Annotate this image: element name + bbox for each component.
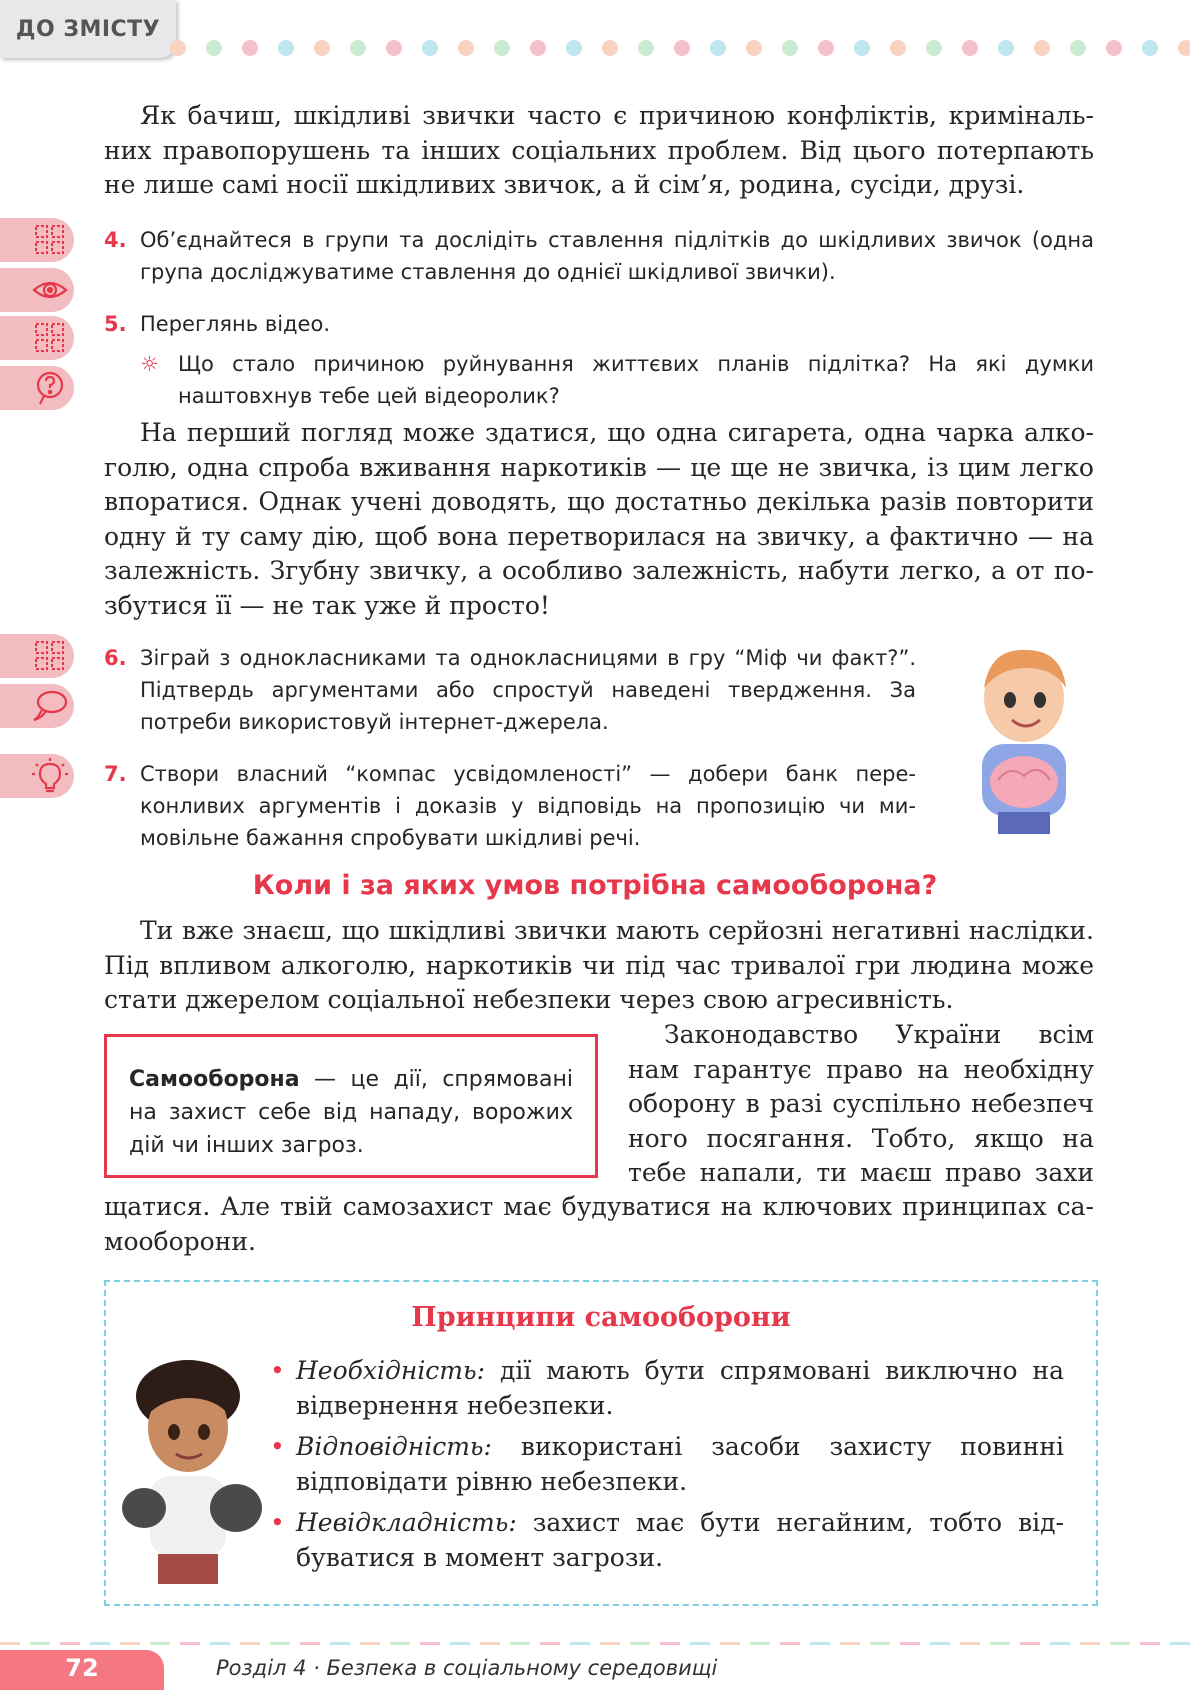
decorative-dots bbox=[170, 40, 1190, 58]
decorative-dash bbox=[150, 1642, 170, 1645]
task-text: Створи власний “компас усвідомленості” — добери банк переконливих аргументів і доказів у відповідь на пропозицію чи мимовільне бажання спробувати шкідливі речі. bbox=[140, 762, 916, 850]
decorative-dot bbox=[746, 40, 762, 56]
principle-item bbox=[270, 1430, 1064, 1499]
question-icon bbox=[0, 366, 74, 410]
decorative-dash bbox=[780, 1642, 800, 1645]
decorative-dot bbox=[854, 40, 870, 56]
principle-text: використані засоби захисту повинні відповідати рівню небезпеки. bbox=[296, 1432, 1064, 1496]
decorative-dash bbox=[450, 1642, 470, 1645]
bullet: • bbox=[270, 1356, 285, 1385]
bullet: • bbox=[270, 1508, 285, 1537]
decorative-dash bbox=[0, 1642, 20, 1645]
task-5 bbox=[104, 308, 1094, 340]
decorative-dot bbox=[170, 40, 186, 56]
decorative-dot bbox=[530, 40, 546, 56]
task-5-question bbox=[140, 348, 1094, 412]
decorative-dash bbox=[1080, 1642, 1100, 1645]
task-6 bbox=[104, 642, 916, 738]
decorative-dot bbox=[1070, 40, 1086, 56]
decorative-dot bbox=[1142, 40, 1158, 56]
decorative-dot bbox=[314, 40, 330, 56]
decorative-dot bbox=[638, 40, 654, 56]
decorative-dash bbox=[900, 1642, 920, 1645]
decorative-dot bbox=[494, 40, 510, 56]
boy-with-brain-illustration bbox=[960, 640, 1086, 840]
decorative-dot bbox=[1178, 40, 1190, 56]
decorative-dot bbox=[1034, 40, 1050, 56]
eye-icon bbox=[0, 268, 74, 312]
decorative-dot bbox=[962, 40, 978, 56]
law-line: оборону в разі суспільно небезпеч bbox=[628, 1089, 1094, 1118]
intro-paragraph: Як бачиш, шкідливі звички часто є причиною конфліктів, кримінальних правопорушень та інших соціальних проблем. Від цього потерпають не лише самі носії шкідливих звичок, а й сім’я, родина, сусіди, друзі. bbox=[104, 101, 1094, 199]
principle-item bbox=[270, 1506, 1064, 1575]
decorative-dash bbox=[1050, 1642, 1070, 1645]
definition-text: — це дії, спрямовані на захист себе від нападу, ворожих дій чи інших загроз. bbox=[129, 1067, 573, 1158]
bullet: • bbox=[270, 1432, 285, 1461]
section-heading: Коли і за яких умов потрібна самооборона? bbox=[252, 870, 938, 901]
law-line: ного посягання. Тобто, якщо на bbox=[628, 1123, 1094, 1153]
decorative-dash bbox=[750, 1642, 770, 1645]
decorative-dot bbox=[674, 40, 690, 56]
decorative-dot bbox=[710, 40, 726, 56]
task-number: 7. bbox=[104, 762, 127, 786]
task-number: 4. bbox=[104, 228, 127, 252]
decorative-dash bbox=[990, 1642, 1010, 1645]
decorative-dot bbox=[566, 40, 582, 56]
definition-box bbox=[104, 1034, 598, 1178]
decorative-dash bbox=[540, 1642, 560, 1645]
decorative-dash bbox=[570, 1642, 590, 1645]
decorative-dash bbox=[270, 1642, 290, 1645]
decorative-dash bbox=[870, 1642, 890, 1645]
decorative-dash bbox=[810, 1642, 830, 1645]
decorative-dash bbox=[720, 1642, 740, 1645]
decorative-dash bbox=[660, 1642, 680, 1645]
decorative-dash bbox=[600, 1642, 620, 1645]
decorative-dash bbox=[210, 1642, 230, 1645]
decorative-dash bbox=[480, 1642, 500, 1645]
decorative-dash bbox=[960, 1642, 980, 1645]
group-work-icon bbox=[0, 218, 74, 262]
page-number: 72 bbox=[0, 1650, 164, 1690]
decorative-dot bbox=[458, 40, 474, 56]
decorative-dash bbox=[360, 1642, 380, 1645]
toc-link[interactable]: ДО ЗМІСТУ bbox=[0, 0, 176, 58]
principle-text: захист має бути негайним, тобто відбуватися в момент загрози. bbox=[296, 1508, 1064, 1572]
decorative-dash bbox=[240, 1642, 260, 1645]
decorative-dash bbox=[1020, 1642, 1040, 1645]
decorative-dash bbox=[840, 1642, 860, 1645]
decorative-dot bbox=[998, 40, 1014, 56]
group-work-icon bbox=[0, 634, 74, 678]
decorative-dash bbox=[690, 1642, 710, 1645]
task-4 bbox=[104, 224, 1094, 288]
decorative-dash bbox=[180, 1642, 200, 1645]
decorative-dot bbox=[350, 40, 366, 56]
decorative-dash bbox=[330, 1642, 350, 1645]
habit-paragraph: На перший погляд може здатися, що одна сигарета, одна чарка алкоголю, одна спроба вживання наркотиків — це ще не звичка, із цим легко впоратися. Однак учені доводять, що достатньо декілька разів повторити одну й ту саму дію, щоб вона перетворилася на звичку, а фактично — на залежність. Згубну звичку, а особливо залежність, набути легко, а от позбутися її — не так уже й просто! bbox=[104, 418, 1094, 620]
chapter-title: Розділ 4 · Безпека в соціальному середовищі bbox=[216, 1656, 718, 1680]
decorative-dot bbox=[782, 40, 798, 56]
law-line: Законодавство України всім bbox=[664, 1020, 1094, 1049]
decorative-dash bbox=[1110, 1642, 1130, 1645]
decorative-dash bbox=[90, 1642, 110, 1645]
decorative-dash bbox=[60, 1642, 80, 1645]
decorative-dash bbox=[390, 1642, 410, 1645]
decorative-dash bbox=[120, 1642, 140, 1645]
principle-term: Відповідність: bbox=[296, 1432, 492, 1461]
decorative-dash bbox=[510, 1642, 530, 1645]
task-number: 5. bbox=[104, 312, 127, 336]
decorative-dot bbox=[278, 40, 294, 56]
principles-title: Принципи самооборони bbox=[411, 1302, 791, 1333]
task-number: 6. bbox=[104, 646, 127, 670]
principle-term: Невідкладність: bbox=[296, 1508, 517, 1537]
law-continuation: щатися. Але твій самозахист має будуватися на ключових принципах самооборони. bbox=[104, 1192, 1094, 1256]
decorative-dash bbox=[1170, 1642, 1190, 1645]
group-work-icon bbox=[0, 316, 74, 360]
lightbulb-icon bbox=[0, 754, 74, 798]
decorative-dash bbox=[630, 1642, 650, 1645]
decorative-dot bbox=[926, 40, 942, 56]
consequences-paragraph: Ти вже знаєш, що шкідливі звички мають серйозні негативні наслідки. Під впливом алкоголю, наркотиків чи під час тривалої гри людина може стати джерелом соціальної небезпеки через свою агресивність. bbox=[104, 916, 1094, 1014]
principle-text: дії мають бути спрямовані виключно на відвернення небезпеки. bbox=[296, 1356, 1064, 1420]
decorative-dash bbox=[300, 1642, 320, 1645]
decorative-dash bbox=[30, 1642, 50, 1645]
decorative-dash bbox=[420, 1642, 440, 1645]
question-text: Що стало причиною руйнування життєвих планів підлітка? На які думки наштовхнув тебе цей відеоролик? bbox=[178, 352, 1094, 408]
principle-term: Необхідність: bbox=[296, 1356, 486, 1385]
decorative-dot bbox=[818, 40, 834, 56]
decorative-dot bbox=[242, 40, 258, 56]
task-text: Зіграй з однокласниками та однокласницями в гру “Міф чи факт?”. Підтвердь аргументами або спростуй наведені твердження. За потреби використовуй інтернет-джерела. bbox=[140, 646, 916, 734]
sun-bullet-icon: ☼ bbox=[140, 352, 159, 376]
girl-boxer-illustration bbox=[118, 1358, 278, 1584]
decorative-dash bbox=[930, 1642, 950, 1645]
decorative-dot bbox=[1106, 40, 1122, 56]
law-paragraph bbox=[628, 1018, 1094, 1191]
task-text: Переглянь відео. bbox=[140, 312, 331, 336]
task-7 bbox=[104, 758, 916, 854]
decorative-dot bbox=[890, 40, 906, 56]
chat-icon bbox=[0, 684, 74, 728]
definition-term: Самооборона bbox=[129, 1067, 300, 1092]
task-text: Об’єднайтеся в групи та дослідіть ставлення підлітків до шкідливих звичок (одна група досліджуватиме ставлення до однієї шкідливої звички). bbox=[140, 228, 1094, 284]
decorative-dot bbox=[602, 40, 618, 56]
decorative-dot bbox=[206, 40, 222, 56]
principle-item bbox=[270, 1354, 1064, 1423]
decorative-dash bbox=[1140, 1642, 1160, 1645]
decorative-dot bbox=[386, 40, 402, 56]
decorative-dot bbox=[422, 40, 438, 56]
footer-decorative-line bbox=[0, 1642, 1190, 1646]
law-line: нам гарантує право на необхідну bbox=[628, 1054, 1094, 1084]
law-line: тебе напали, ти маєш право захи bbox=[628, 1158, 1094, 1187]
